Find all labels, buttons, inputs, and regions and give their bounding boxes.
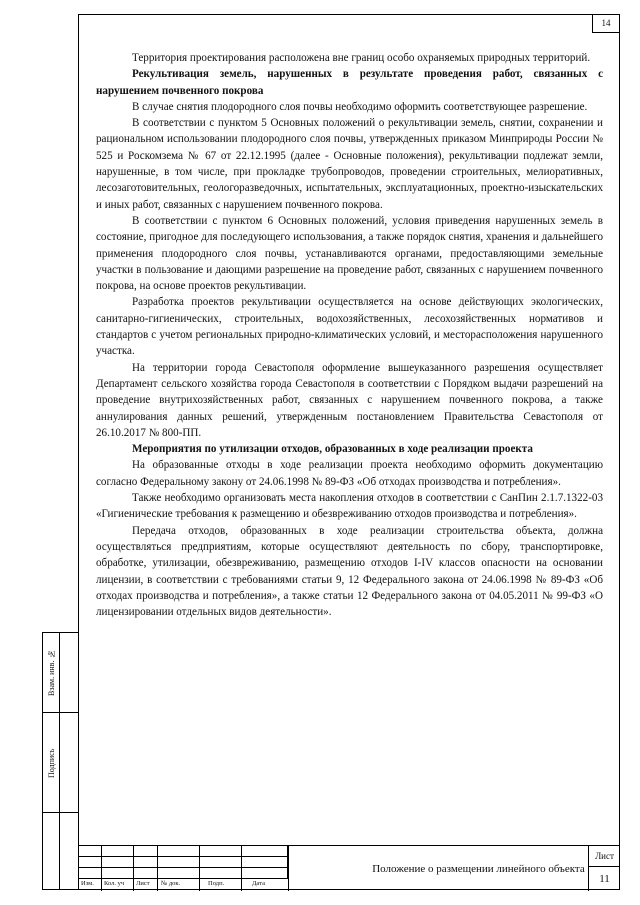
title-block: [78, 845, 620, 891]
col-ndok: № док.: [161, 880, 181, 887]
side-stamp: [42, 632, 78, 890]
paragraph: Территория проектирования расположена вне границ особо охраняемых природных территорий.: [132, 52, 591, 64]
paragraph: На территории города Севастополя оформление вышеуказанного разрешения осуществляет Департамент сельского хозяйства города Севастополя в соответствии с Порядком выдачи разрешений на проведение внутрихозяйственных работ, связанных с нарушением почвенного покрова, а также аннулирования данных решений, утвержденным постановлением Правительства Севастополя от 26.10.2017 № 800-ПП.: [96, 361, 603, 439]
col-izm: Изм.: [81, 880, 94, 887]
paragraph: Разработка проектов рекультивации осуществляется на основе действующих экологических, санитарно-гигиенических, строительных, водохозяйственных, лесохозяйственных нормативов и стандартов с учетом региональных природно-климатических условий, и месторасположения нарушенного участка.: [96, 296, 603, 358]
side-label-podpis: Подпись: [47, 748, 56, 778]
paragraph: Также необходимо организовать места накопления отходов в соответствии с СанПин 2.1.7.1322-03 «Гигиенические требования к размещению и обезвреживанию отходов производства и потребления».: [96, 492, 603, 521]
paragraph: В соответствии с пунктом 6 Основных положений, условия приведения нарушенных земель в состояние, пригодное для последующего использования, а также порядок снятия, хранения и дальнейшего применения плодородного слоя почвы, устанавливаются органами, предоставляющими земельные участки в пользование и дающими разрешение на проведение работ, связанных с нарушением почвенного покрова, на основе проектов рекультивации.: [96, 214, 603, 293]
revision-grid: [78, 846, 288, 891]
paragraph: На образованные отходы в ходе реализации проекта необходимо оформить документацию согласно Федеральному закону от 24.06.1998 № 89-ФЗ «Об отходах производства и потребления».: [96, 459, 603, 488]
col-data: Дата: [252, 880, 265, 887]
paragraph: В соответствии с пунктом 5 Основных положений о рекультивации земель, снятии, сохранении и рациональном использовании плодородного слоя почвы, утвержденных приказом Минприроды России № 525 и Роскомзема № 67 от 22.12.1995 (далее - Основные положения), рекультивации подлежат земли, нарушенные, в том числе, при прокладке трубопроводов, проведении строительных, мелиоративных, лесозаготовительных, геологоразведочных, испытательных, эксплуатационных, проектно-изыскательских и иных работ, связанных с нарушением почвенного покрова.: [96, 117, 603, 211]
sheet-label: Лист: [589, 846, 620, 867]
sheet-box: [588, 846, 620, 891]
paragraph: Передача отходов, образованных в ходе реализации строительства объекта, должна осуществляться предприятиям, которые осуществляют деятельность по сбору, транспортировке, обработке, утилизации, обезвреживанию, размещению отходов I-IV классов опасности на основании лицензии, в соответствии с требованиями статьи 9, 12 Федерального закона от 24.06.1998 № 89-ФЗ «Об отходах производства и потребления», а также статьи 12 Федерального закона от 04.05.2011 № 99-ФЗ «О лицензировании отдельных видов деятельности».: [96, 524, 603, 619]
section-heading: Мероприятия по утилизации отходов, образованных в ходе реализации проекта: [132, 443, 533, 456]
side-label-vzam: Взам. инв. №: [47, 649, 56, 697]
col-podp: Подп.: [208, 880, 225, 887]
col-kol: Кол. уч: [104, 880, 125, 887]
document-body: [96, 50, 603, 620]
sheet-number: 11: [599, 873, 610, 885]
paragraph: В случае снятия плодородного слоя почвы необходимо оформить соответствующее разрешение.: [132, 100, 588, 113]
page-box: 14: [592, 14, 620, 33]
section-heading: Рекультивация земель, нарушенных в результате проведения работ, связанных с нарушением почвенного покрова: [96, 68, 603, 97]
document-title: Положение о размещении линейного объекта: [288, 846, 640, 891]
col-list: Лист: [136, 880, 150, 887]
